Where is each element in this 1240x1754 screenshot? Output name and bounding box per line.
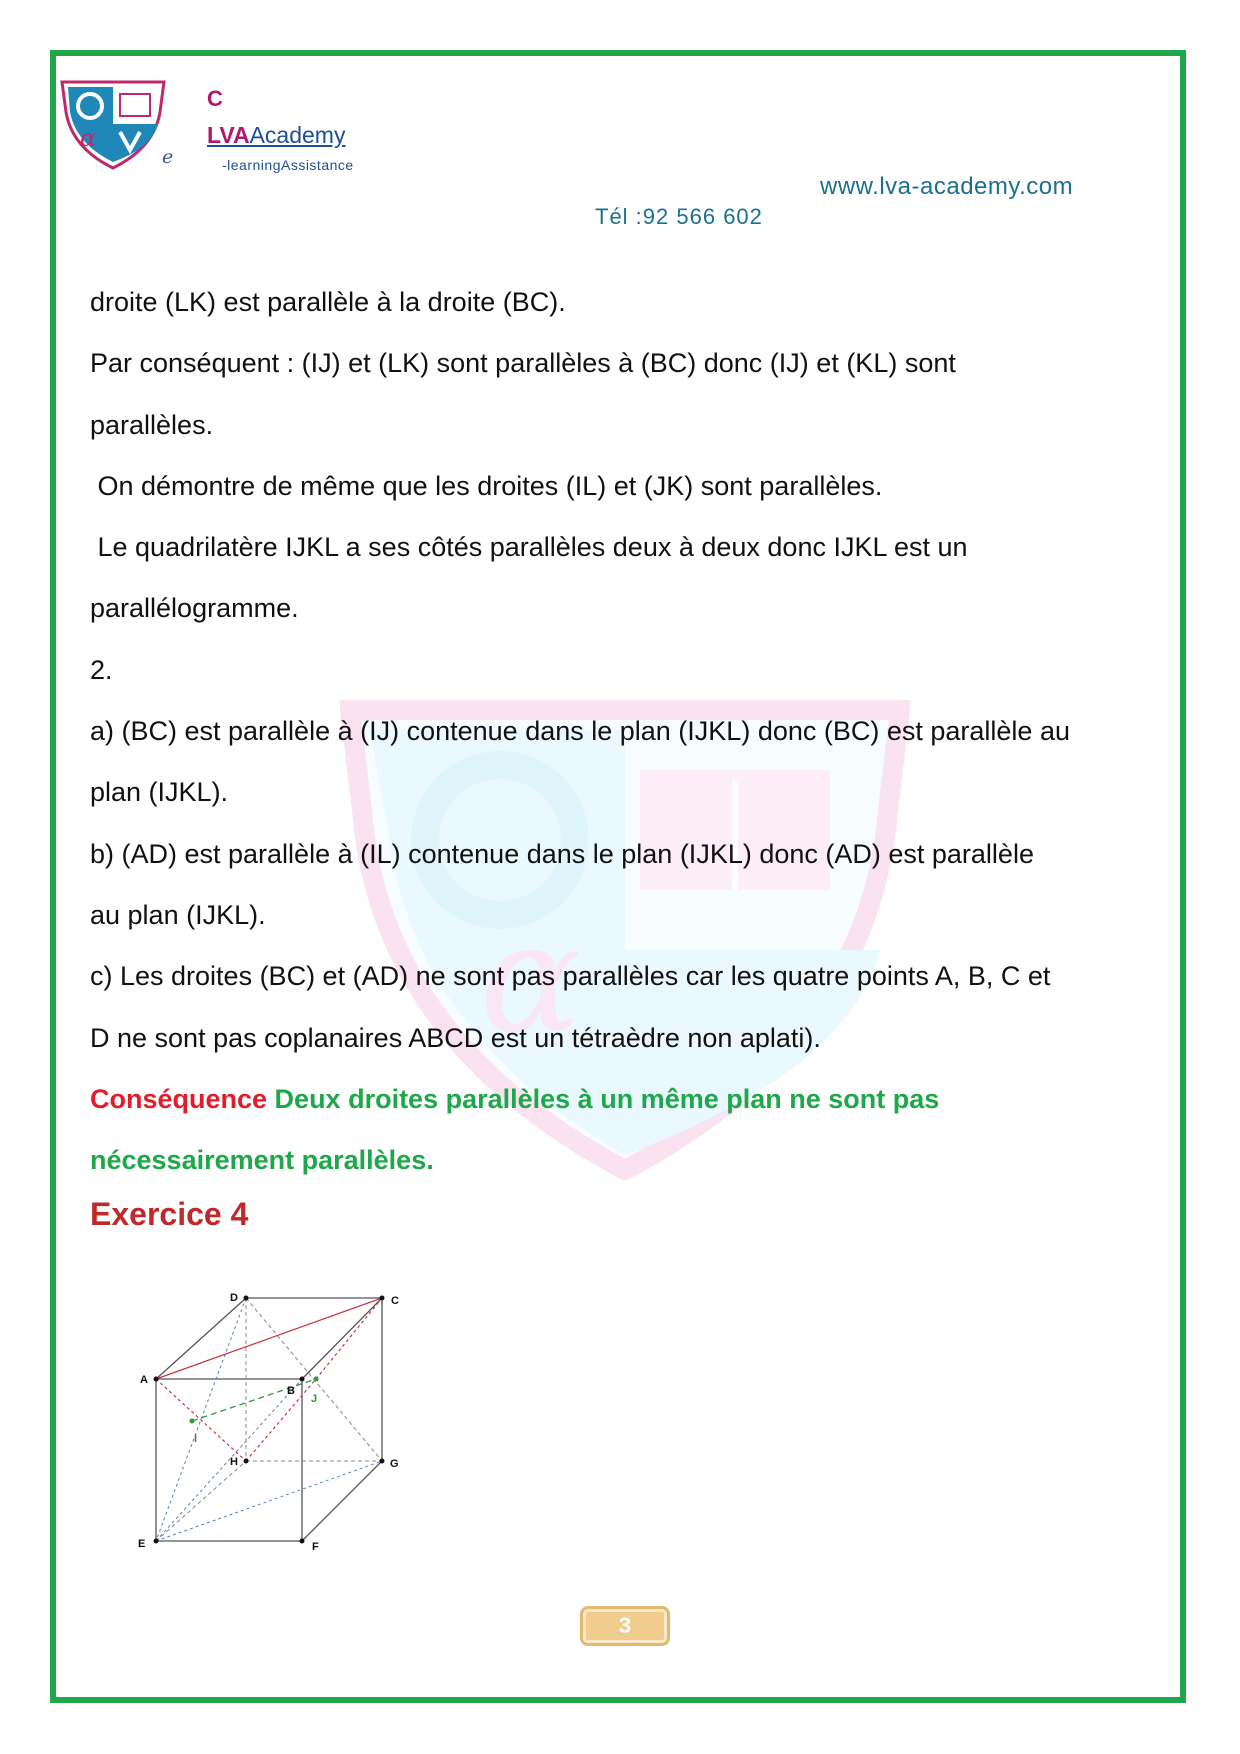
consequence-line <box>90 1069 1170 1130</box>
exercise-title: Exercice 4 <box>90 1196 249 1232</box>
page-number: 3 <box>618 1613 632 1638</box>
brand-letter: C <box>207 86 223 111</box>
text-line: b) (AD) est parallèle à (IL) contenue dans le plan (IJKL) donc (AD) est parallèle <box>90 838 1034 869</box>
brand-name <box>207 122 345 149</box>
label-a: A <box>140 1374 148 1386</box>
svg-text:α: α <box>80 124 97 152</box>
text-line: parallèles. <box>90 409 214 440</box>
consequence-label: Conséquence <box>90 1083 268 1114</box>
text-line: D ne sont pas coplanaires ABCD est un tétraèdre non aplati). <box>90 1022 821 1053</box>
label-e: E <box>138 1538 146 1550</box>
phone-number: Tél :92 566 602 <box>595 204 763 229</box>
cube-edges <box>156 1298 382 1541</box>
consequence-text: Deux droites parallèles à un même plan ne sont pas <box>267 1083 940 1114</box>
label-d: D <box>230 1292 238 1304</box>
lva-logo <box>58 78 168 170</box>
text-line: a) (BC) est parallèle à (IJ) contenue dans le plan (IJKL) donc (BC) est parallèle au <box>90 716 1070 747</box>
label-g: G <box>390 1458 399 1470</box>
logo-letter-e: e <box>162 146 174 168</box>
text-line: Le quadrilatère IJKL a ses côtés parallèles deux à deux donc IJKL est un <box>90 532 968 563</box>
text-line: au plan (IJKL). <box>90 899 266 930</box>
consequence-line <box>90 1130 1170 1191</box>
text-line: parallélogramme. <box>90 593 299 624</box>
text-line: droite (LK) est parallèle à la droite (BC). <box>90 287 566 317</box>
consequence-text: nécessairement parallèles. <box>90 1145 434 1176</box>
blue-dashed-lines <box>156 1298 382 1541</box>
text-line: 2. <box>90 654 113 685</box>
label-b: B <box>287 1385 295 1397</box>
text-line: plan (IJKL). <box>90 777 229 808</box>
label-i: I <box>194 1433 198 1445</box>
svg-text:α: α <box>480 892 582 1066</box>
cube-figure <box>128 1265 468 1575</box>
label-f: F <box>312 1541 319 1553</box>
page-number-badge <box>580 1606 670 1646</box>
document-body <box>90 272 1170 1191</box>
hidden-edges <box>156 1298 382 1541</box>
brand-suffix: Academy <box>249 122 346 148</box>
brand-tagline: -learningAssistance <box>222 157 354 173</box>
text-line: Par conséquent : (IJ) et (LK) sont parallèles à (BC) donc (IJ) et (KL) sont <box>90 348 956 379</box>
vertex-points <box>154 1296 385 1544</box>
label-j: J <box>311 1393 318 1405</box>
text-line: c) Les droites (BC) et (AD) ne sont pas parallèles car les quatre points A, B, C et <box>90 961 1051 992</box>
text-line: On démontre de même que les droites (IL) et (JK) sont parallèles. <box>90 470 883 501</box>
brand-prefix: LVA <box>207 122 250 148</box>
label-c: C <box>391 1295 399 1307</box>
website-link[interactable]: www.lva-academy.com <box>820 173 1074 200</box>
label-h: H <box>230 1456 238 1468</box>
